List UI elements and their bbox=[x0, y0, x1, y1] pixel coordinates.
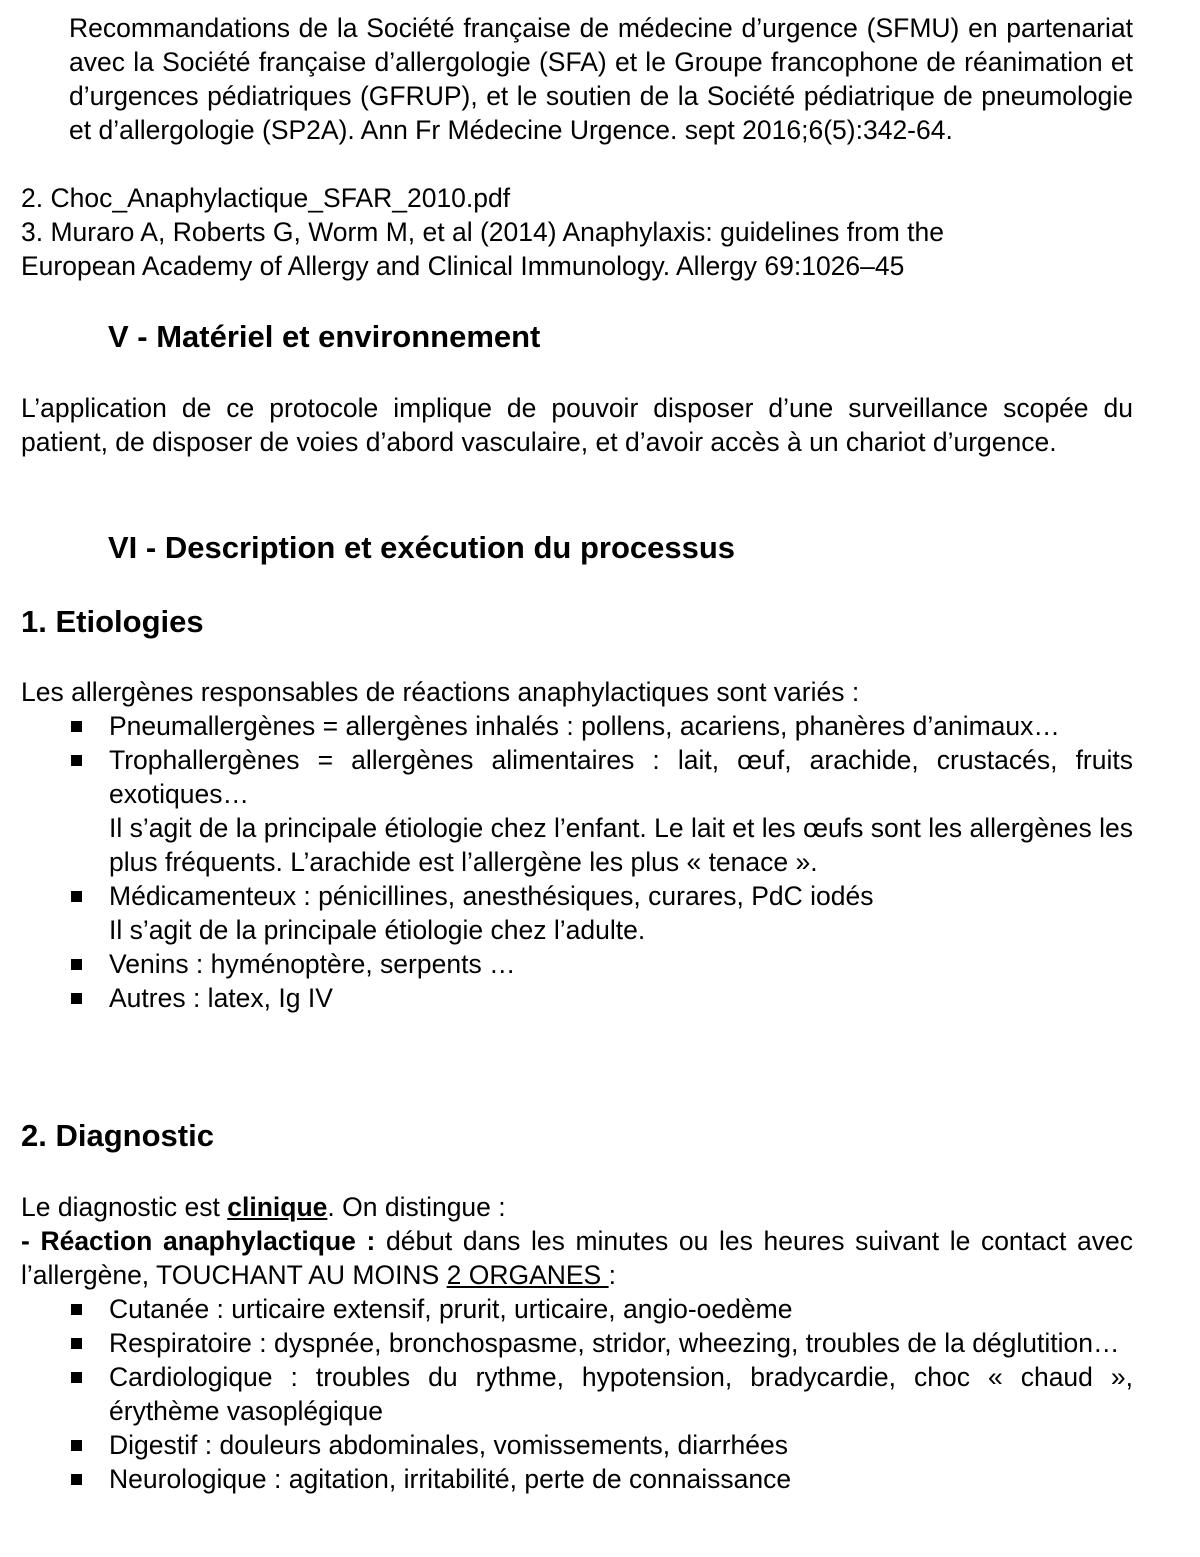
list-item-text: Autres : latex, Ig IV bbox=[109, 983, 333, 1013]
list-item-text: Pneumallergènes = allergènes inhalés : pollens, acariens, phanères d’animaux… bbox=[109, 711, 1060, 741]
bullet-square-icon bbox=[71, 959, 82, 970]
list-item bbox=[0, 743, 1133, 879]
reference-1: Recommandations de la Société française de médecine d’urgence (SFMU) en partenariat avec la Société française d’allergologie (SFA) et le Groupe francophone de réanimation et d’urgences pédiatriques (GFRUP), et le soutien de la Société pédiatrique de pneumologie et d’allergologie (SP2A). Ann Fr Médecine Urgence. sept 2016;6(5):342-64. bbox=[69, 13, 1133, 145]
list-item bbox=[0, 981, 1133, 1015]
section-v-title: V - Matériel et environnement bbox=[108, 319, 541, 354]
bullet-square-icon bbox=[71, 993, 82, 1004]
list-item-text: Médicamenteux : pénicillines, anesthésiques, curares, PdC iodés bbox=[109, 881, 874, 911]
bullet-square-icon bbox=[71, 1372, 82, 1383]
list-item bbox=[0, 709, 1133, 743]
diagnostic-intro-suffix: . On distingue : bbox=[327, 1192, 506, 1222]
list-item-text: Trophallergènes = allergènes alimentaires : lait, œuf, arachide, crustacés, fruits exotiques… bbox=[109, 745, 1133, 809]
list-item-text: Respiratoire : dyspnée, bronchospasme, stridor, wheezing, troubles de la déglutition… bbox=[109, 1328, 1120, 1358]
diagnostic-organ-list bbox=[0, 1292, 1133, 1496]
reaction-text-end: : bbox=[608, 1260, 616, 1290]
etiologies-list bbox=[0, 709, 1133, 1015]
bullet-square-icon bbox=[71, 1440, 82, 1451]
list-item bbox=[0, 947, 1133, 981]
reaction-emphasis: 2 ORGANES bbox=[446, 1260, 609, 1290]
list-item bbox=[0, 1360, 1133, 1428]
list-item-note: Il s’agit de la principale étiologie chez l’adulte. bbox=[109, 915, 646, 945]
bullet-square-icon bbox=[71, 721, 82, 732]
diagnostic-intro-prefix: Le diagnostic est bbox=[21, 1192, 228, 1222]
list-item bbox=[0, 1326, 1133, 1360]
section-v-body: L’application de ce protocole implique de pouvoir disposer d’une surveillance scopée du patient, de disposer de voies d’abord vasculaire, et d’avoir accès à un chariot d’urgence. bbox=[21, 393, 1133, 457]
diagnostic-intro bbox=[21, 1190, 506, 1224]
list-item-text: Venins : hyménoptère, serpents … bbox=[109, 949, 516, 979]
diagnostic-intro-emphasis: clinique bbox=[227, 1192, 328, 1222]
list-item bbox=[0, 1462, 1133, 1496]
bullet-square-icon bbox=[71, 755, 82, 766]
reaction-label: - Réaction anaphylactique : bbox=[21, 1226, 376, 1256]
list-item-text: Neurologique : agitation, irritabilité, perte de connaissance bbox=[109, 1464, 792, 1494]
reaction-text: début dans les minutes ou les heures suivant le contact avec l’allergène, TOUCHANT AU MOINS bbox=[21, 1226, 1133, 1290]
section-vi-title: VI - Description et exécution du processus bbox=[108, 530, 736, 565]
reaction-anaphylactique-paragraph bbox=[21, 1224, 1133, 1292]
bullet-square-icon bbox=[71, 1474, 82, 1485]
etiologies-title: 1. Etiologies bbox=[21, 604, 204, 639]
reference-3-line-1: 3. Muraro A, Roberts G, Worm M, et al (2014) Anaphylaxis: guidelines from the bbox=[21, 217, 944, 247]
list-item bbox=[0, 1428, 1133, 1462]
reference-2: 2. Choc_Anaphylactique_SFAR_2010.pdf bbox=[21, 183, 511, 213]
reference-3-line-2: European Academy of Allergy and Clinical Immunology. Allergy 69:1026–45 bbox=[21, 251, 905, 281]
list-item-note: Il s’agit de la principale étiologie chez l’enfant. Le lait et les œufs sont les allergènes les plus fréquents. L’arachide est l’allergène les plus « tenace ». bbox=[109, 813, 1133, 877]
list-item bbox=[0, 1292, 1133, 1326]
bullet-square-icon bbox=[71, 891, 82, 902]
bullet-square-icon bbox=[71, 1338, 82, 1349]
etiologies-intro: Les allergènes responsables de réactions anaphylactiques sont variés : bbox=[21, 677, 860, 707]
list-item bbox=[0, 879, 1133, 947]
list-item-text: Cutanée : urticaire extensif, prurit, urticaire, angio-oedème bbox=[109, 1294, 793, 1324]
list-item-text: Digestif : douleurs abdominales, vomissements, diarrhées bbox=[109, 1430, 789, 1460]
bullet-square-icon bbox=[71, 1304, 82, 1315]
diagnostic-title: 2. Diagnostic bbox=[21, 1118, 214, 1153]
list-item-text: Cardiologique : troubles du rythme, hypotension, bradycardie, choc « chaud », érythème vasoplégique bbox=[109, 1362, 1133, 1426]
